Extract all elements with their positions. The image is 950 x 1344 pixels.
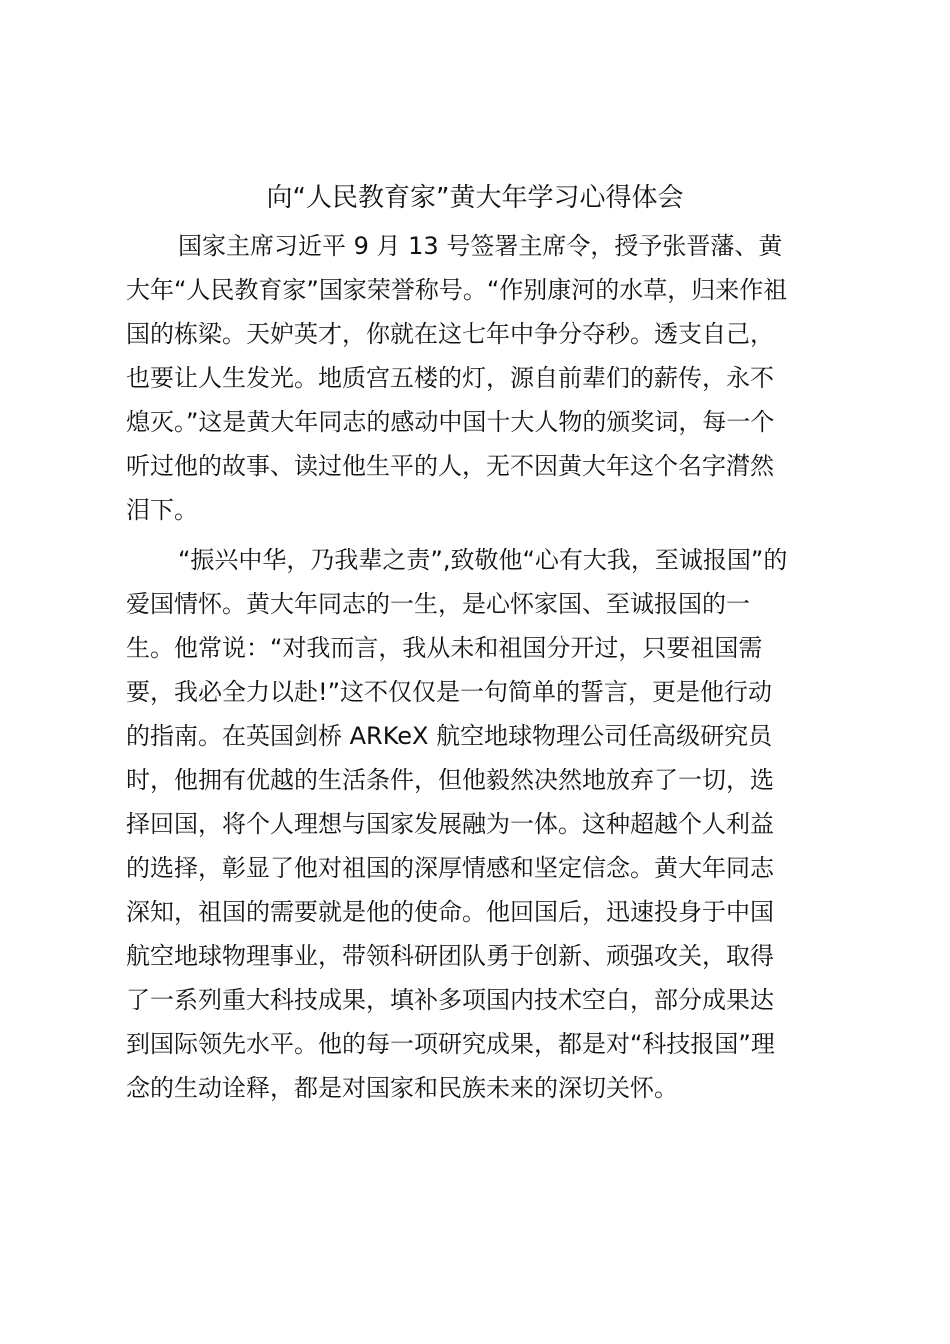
paragraph-line: 的选择，彰显了他对祖国的深厚情感和坚定信念。黄大年同志 bbox=[126, 854, 774, 882]
paragraph-1 bbox=[126, 224, 826, 532]
paragraph-line: 也要让人生发光。地质宫五楼的灯，源自前辈们的薪传，永不 bbox=[126, 364, 774, 392]
paragraph-line: 了一系列重大科技成果，填补多项国内技术空白，部分成果达 bbox=[126, 986, 774, 1014]
paragraph-line: 国的栋梁。天妒英才，你就在这七年中争分夺秒。透支自己， bbox=[126, 320, 774, 348]
paragraph-line: 生。他常说：“对我而言，我从未和祖国分开过，只要祖国需 bbox=[126, 634, 763, 662]
paragraph-line: 到国际领先水平。他的每一项研究成果，都是对“科技报国”理 bbox=[126, 1030, 775, 1058]
paragraph-line: 听过他的故事、读过他生平的人，无不因黄大年这个名字潸然 bbox=[126, 452, 774, 480]
document-title: 向“人民教育家”黄大年学习心得体会 bbox=[266, 183, 684, 213]
paragraph-line: 国家主席习近平 9 月 13 号签署主席令，授予张晋藩、黄 bbox=[178, 232, 783, 260]
paragraph-line: 念的生动诠释，都是对国家和民族未来的深切关怀。 bbox=[126, 1074, 678, 1102]
paragraph-line: 爱国情怀。黄大年同志的一生，是心怀家国、至诚报国的一 bbox=[126, 590, 750, 618]
paragraph-line: “振兴中华，乃我辈之责”,致敬他“心有大我，至诚报国”的 bbox=[178, 546, 788, 574]
paragraph-line: 时，他拥有优越的生活条件，但他毅然决然地放弃了一切，选 bbox=[126, 766, 774, 794]
paragraph-line: 熄灭。”这是黄大年同志的感动中国十大人物的颁奖词，每一个 bbox=[126, 408, 775, 436]
paragraph-line: 航空地球物理事业，带领科研团队勇于创新、顽强攻关，取得 bbox=[126, 942, 774, 970]
paragraph-line: 深知，祖国的需要就是他的使命。他回国后，迅速投身于中国 bbox=[126, 898, 774, 926]
paragraph-line: 的指南。在英国剑桥 ARKeX 航空地球物理公司任高级研究员 bbox=[126, 722, 773, 750]
paragraph-2 bbox=[126, 538, 826, 1110]
paragraph-line: 要，我必全力以赴!”这不仅仅是一句简单的誓言，更是他行动 bbox=[126, 678, 773, 706]
paragraph-line: 泪下。 bbox=[126, 496, 198, 524]
paragraph-line: 择回国，将个人理想与国家发展融为一体。这种超越个人利益 bbox=[126, 810, 774, 838]
paragraph-line: 大年“人民教育家”国家荣誉称号。“作别康河的水草，归来作祖 bbox=[126, 276, 788, 304]
